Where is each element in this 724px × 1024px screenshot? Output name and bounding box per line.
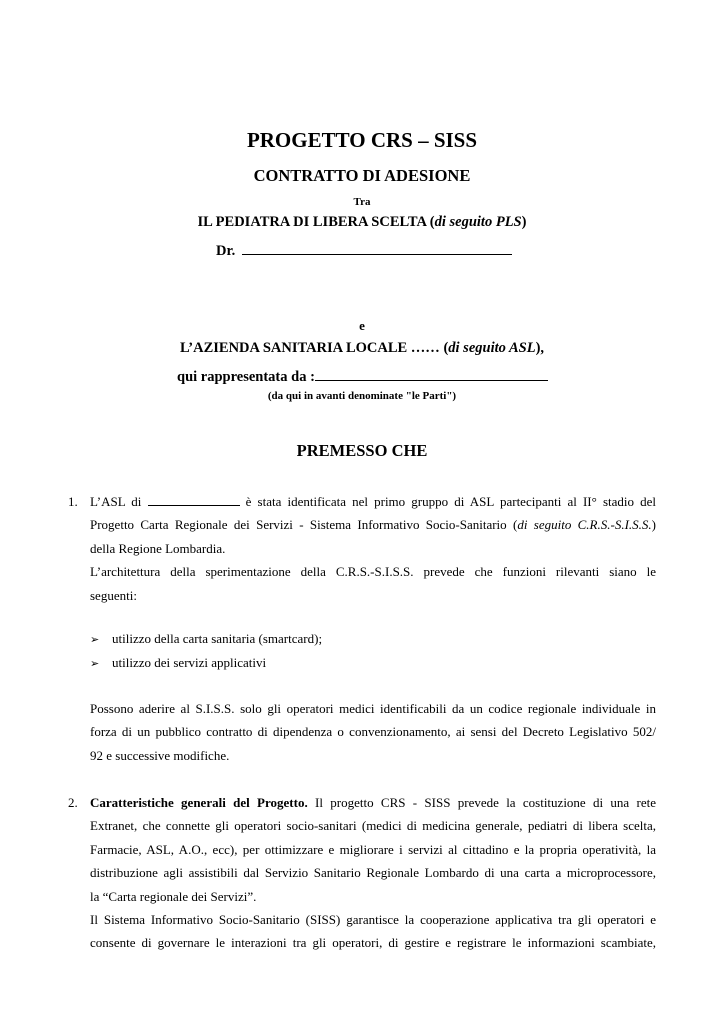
asl-abbrev: di seguito ASL bbox=[448, 340, 536, 356]
parti-note: (da qui in avanti denominate "le Parti") bbox=[267, 390, 457, 402]
bullet-item: ➢ utilizzo dei servizi applicativi bbox=[90, 651, 266, 675]
pediatra-label: IL PEDIATRA DI LIBERA SCELTA bbox=[197, 214, 427, 230]
bullet-item: ➢ utilizzo della carta sanitaria (smartcard); bbox=[90, 627, 322, 651]
pediatra-heading: IL PEDIATRA DI LIBERA SCELTA (di seguito PLS) bbox=[197, 214, 527, 230]
section-1-line-1: L’ASL di è stata identificata nel primo gruppo di ASL partecipanti al II° stadio del bbox=[90, 494, 657, 509]
section-1-line-4: L’architettura della sperimentazione della C.R.S.-S.I.S.S. prevede che funzioni rilevanti siano le bbox=[90, 564, 656, 580]
representative-label: qui rappresentata da : bbox=[177, 369, 315, 385]
doctor-name-blank bbox=[242, 240, 512, 255]
section-2-paragraph: Caratteristiche generali del Progetto. Il progetto CRS - SISS prevede la costituzione di una rete Extranet, che connette gli operatori socio-sanitari (medici di medicina generale, pediatri di libera scelta, Farmacie, ASL, A.O., ecc), per ottimizzare e migliorare i servizi al cittadino e la propria operatività, la distribuzione agli assistibili dal Servizio Sanitario Regionale Lombardo di una carta a microprocessore, la “Carta regionale dei Servizi”. Il Sistema Informativo Socio-Sanitario (SISS) garantisce la cooperazione applicativa tra gli operatori e consente di governare le interazioni tra gli operatori, di gestire e registrare le informazioni scambiate, bbox=[90, 791, 656, 955]
asl-name-blank bbox=[148, 493, 240, 506]
section-2-line-1: Caratteristiche generali del Progetto. Il progetto CRS - SISS prevede la costituzione di una rete bbox=[90, 795, 656, 810]
representative-blank bbox=[315, 366, 548, 381]
section-1-line-5: seguenti: bbox=[90, 587, 137, 603]
arrow-bullet-icon: ➢ bbox=[90, 633, 100, 646]
conjunction-e: e bbox=[359, 318, 365, 333]
pediatra-abbrev: di seguito PLS bbox=[434, 214, 522, 230]
asl-heading: L’AZIENDA SANITARIA LOCALE …… (di seguito ASL), bbox=[179, 340, 545, 356]
representative-line bbox=[177, 366, 548, 386]
doctor-name-line bbox=[216, 240, 512, 260]
section-1-line-3: della Regione Lombardia. bbox=[90, 540, 226, 556]
arrow-bullet-icon: ➢ bbox=[90, 657, 100, 670]
document-title: PROGETTO CRS – SISS bbox=[246, 128, 478, 152]
section-2-number: 2. bbox=[68, 795, 78, 810]
section-1-paragraph-2: Possono aderire al S.I.S.S. solo gli operatori medici identificabili da un codice regionale individuale in forza di un pubblico contratto di dipendenza o convenzionamento, ai sensi del Decreto Legislativo 502/ 92 e successive modifiche. bbox=[90, 701, 656, 763]
asl-label: L’AZIENDA SANITARIA LOCALE …… bbox=[179, 340, 440, 356]
section-1-line-2: Progetto Carta Regionale dei Servizi - Sistema Informativo Socio-Sanitario (di seguito C.R.S.-S.I.S.S.) bbox=[90, 517, 657, 533]
doctor-label: Dr. bbox=[216, 243, 239, 259]
premesso-heading: PREMESSO CHE bbox=[296, 441, 428, 460]
tra-label: Tra bbox=[353, 196, 371, 208]
section-2-heading: Caratteristiche generali del Progetto. bbox=[90, 795, 308, 810]
section-1-number: 1. bbox=[68, 494, 78, 509]
section-1-paragraph bbox=[90, 490, 656, 607]
document-subtitle: CONTRATTO DI ADESIONE bbox=[253, 166, 471, 185]
